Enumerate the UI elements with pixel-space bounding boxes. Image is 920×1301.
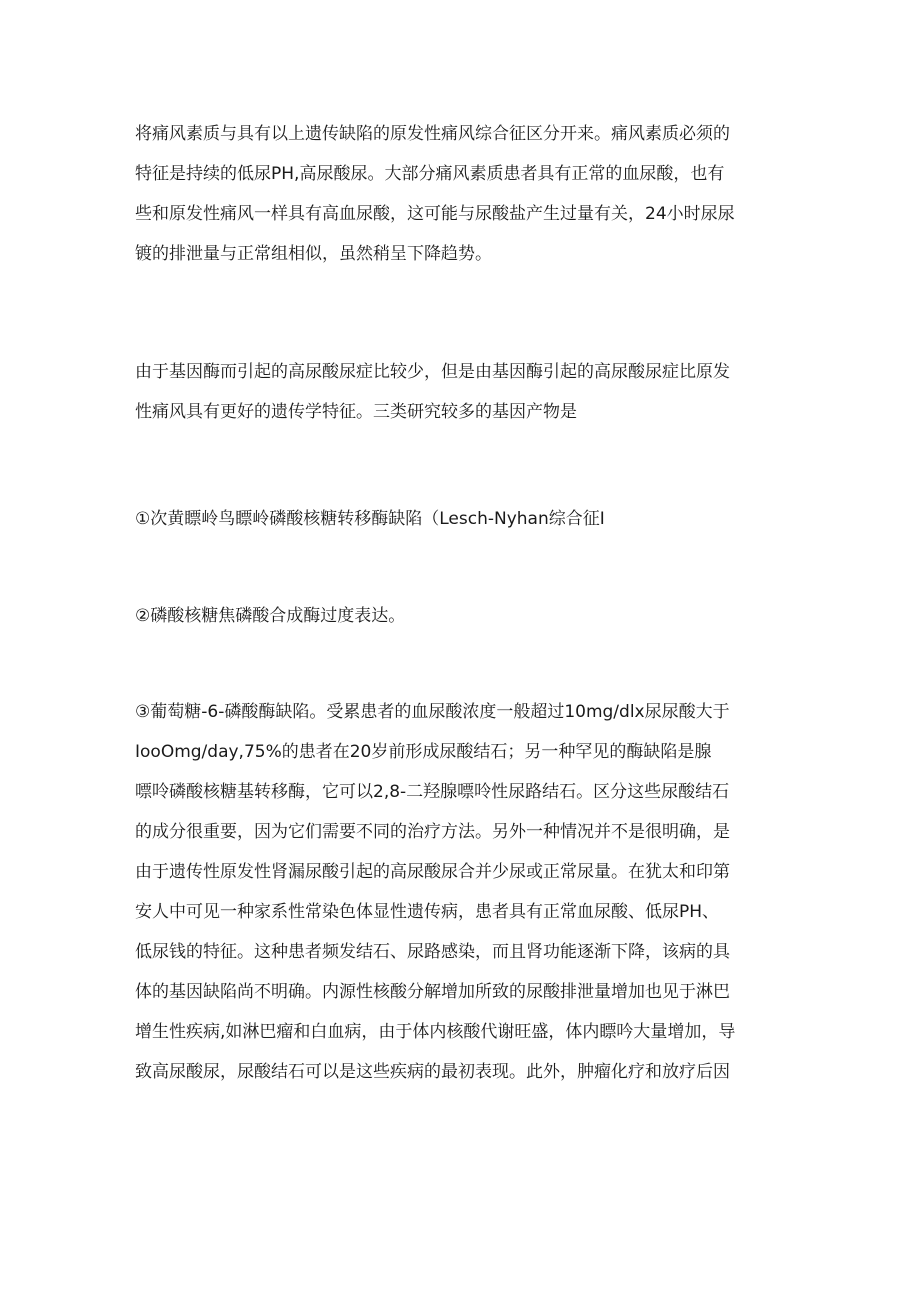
- text-line: ②磷酸核糖焦磷酸合成酶过度表达。: [135, 606, 406, 626]
- text-line: 体的基因缺陷尚不明确。内源性核酸分解增加所致的尿酸排泄量增加也见于淋巴: [135, 982, 730, 1002]
- text-line: 由于基因酶而引起的高尿酸尿症比较少，但是由基因酶引起的高尿酸尿症比原发: [135, 362, 730, 382]
- text-line: 嘌呤磷酸核糖基转移酶，它可以2,8-二羟腺嘌呤性尿路结石。区分这些尿酸结石: [135, 782, 730, 802]
- text-line: ③葡萄糖-6-磷酸酶缺陷。受累患者的血尿酸浓度一般超过10mg∕dlx尿尿酸大于: [135, 702, 730, 722]
- list-item-1: [135, 499, 795, 539]
- text-line: 致高尿酸尿，尿酸结石可以是这些疾病的最初表现。此外，肿瘤化疗和放疗后因: [135, 1062, 730, 1082]
- list-item-2: [135, 596, 795, 636]
- text-line: 些和原发性痛风一样具有高血尿酸，这可能与尿酸盐产生过量有关，24小时尿尿: [135, 204, 735, 224]
- text-line: 安人中可见一种家系性常染色体显性遗传病，患者具有正常血尿酸、低尿PH、: [135, 902, 720, 922]
- text-line: 将痛风素质与具有以上遗传缺陷的原发性痛风综合征区分开来。痛风素质必须的: [135, 124, 730, 144]
- text-line: 特征是持续的低尿PH,高尿酸尿。大部分痛风素质患者具有正常的血尿酸，也有: [135, 164, 725, 184]
- text-line: 由于遗传性原发性肾漏尿酸引起的高尿酸尿合并少尿或正常尿量。在犹太和印第: [135, 862, 730, 882]
- paragraph-gout-diathesis: [135, 114, 795, 274]
- text-line: ①次黄瞟岭鸟瞟岭磷酸核糖转移酶缺陷（Lesch-Nyhan综合征I: [135, 509, 605, 529]
- text-line: 镀的排泄量与正常组相似，虽然稍呈下降趋势。: [135, 244, 492, 264]
- paragraph-genetic-enzymes: [135, 352, 795, 432]
- text-line: IooOmg/day,75%的患者在20岁前形成尿酸结石；另一种罕见的酶缺陷是腺: [135, 742, 712, 762]
- text-line: 低尿钱的特征。这种患者频发结石、尿路感染，而且肾功能逐渐下降，该病的具: [135, 942, 730, 962]
- text-line: 增生性疾病,如淋巴瘤和白血病，由于体内核酸代谢旺盛，体内瞟吟大量增加，导: [135, 1022, 736, 1042]
- text-line: 的成分很重要，因为它们需要不同的治疗方法。另外一种情况并不是很明确，是: [135, 822, 730, 842]
- list-item-3: [135, 692, 795, 1092]
- text-line: 性痛风具有更好的遗传学特征。三类研究较多的基因产物是: [135, 402, 577, 422]
